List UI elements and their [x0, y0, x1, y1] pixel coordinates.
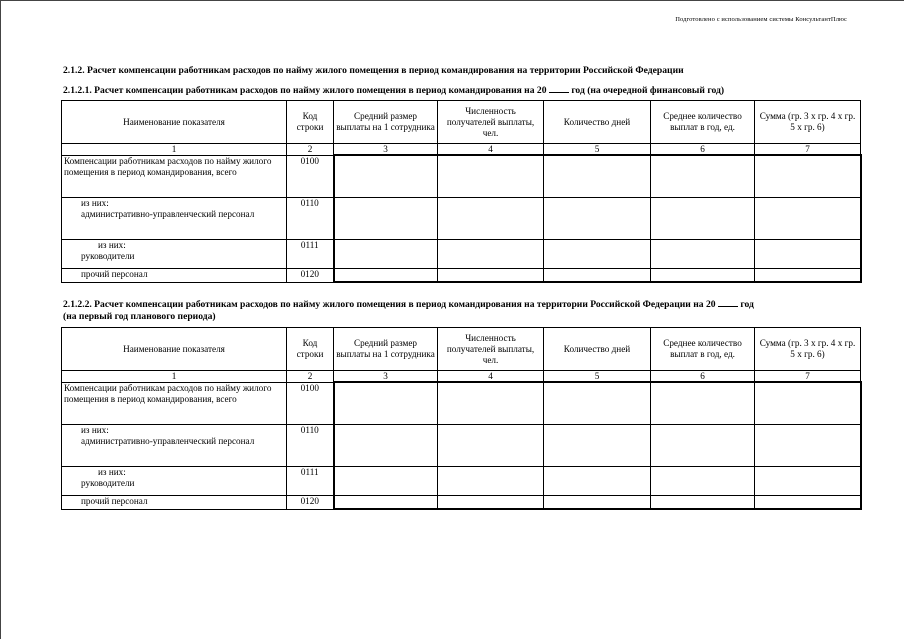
section-title-main: 2.1.2. Расчет компенсации работникам расходов по найму жилого помещения в период командирования на территории Российской Федерации — [63, 65, 684, 76]
row-name — [62, 197, 287, 239]
col-num: 1 — [62, 144, 287, 156]
value-cell[interactable] — [755, 382, 861, 424]
value-cell[interactable] — [438, 155, 544, 197]
row-label: прочий персонал — [81, 268, 148, 279]
value-cell[interactable] — [334, 382, 438, 424]
col-num: 5 — [544, 371, 651, 383]
value-cell[interactable] — [651, 382, 755, 424]
value-cell[interactable] — [438, 466, 544, 495]
value-cell[interactable] — [755, 268, 861, 282]
value-cell[interactable] — [438, 268, 544, 282]
row-prefix: из них: — [81, 197, 109, 208]
value-cell[interactable] — [651, 268, 755, 282]
header-days: Количество дней — [544, 328, 651, 371]
value-cell[interactable] — [651, 239, 755, 268]
header-avg-count: Среднее количество выплат в год, ед. — [651, 328, 755, 371]
row-name — [62, 424, 287, 466]
row-name: Компенсации работникам расходов по найму жилого помещения в период командирования, всего — [62, 155, 287, 197]
value-cell[interactable] — [334, 268, 438, 282]
value-cell[interactable] — [544, 424, 651, 466]
value-cell[interactable] — [651, 495, 755, 509]
table-row-0110 — [62, 424, 861, 466]
col-num: 6 — [651, 371, 755, 383]
table-row-0111 — [62, 466, 861, 495]
year-blank — [718, 298, 738, 307]
value-cell[interactable] — [438, 239, 544, 268]
value-cell[interactable] — [438, 197, 544, 239]
row-label: прочий персонал — [81, 495, 148, 506]
value-cell[interactable] — [544, 268, 651, 282]
row-code: 0110 — [287, 197, 334, 239]
table-row-0100 — [62, 155, 861, 197]
col-num: 4 — [438, 144, 544, 156]
header-recipients: Численность получателей выплаты, чел. — [438, 328, 544, 371]
value-cell[interactable] — [334, 155, 438, 197]
row-label: административно-управленческий персонал — [81, 436, 255, 446]
row-code: 0100 — [287, 382, 334, 424]
row-name — [62, 239, 287, 268]
col-num: 1 — [62, 371, 287, 383]
col-num: 3 — [334, 371, 438, 383]
col-num: 7 — [755, 144, 861, 156]
header-avg-count: Среднее количество выплат в год, ед. — [651, 101, 755, 144]
row-prefix: из них: — [98, 466, 126, 477]
table-row-0110 — [62, 197, 861, 239]
header-days: Количество дней — [544, 101, 651, 144]
value-cell[interactable] — [334, 239, 438, 268]
section-title-line2: (на первый год планового периода) — [63, 311, 216, 322]
value-cell[interactable] — [544, 495, 651, 509]
section-title-line1 — [63, 298, 863, 311]
section-title-part2: год (на очередной финансовый год) — [571, 85, 725, 96]
table-row-0111 — [62, 239, 861, 268]
row-label: руководители — [81, 478, 135, 488]
section-title-2-1-2-2 — [63, 298, 863, 323]
col-num: 3 — [334, 144, 438, 156]
col-num: 6 — [651, 144, 755, 156]
row-label: руководители — [81, 251, 135, 261]
value-cell[interactable] — [438, 424, 544, 466]
compensation-table-2 — [61, 327, 862, 510]
value-cell[interactable] — [544, 155, 651, 197]
header-name: Наименование показателя — [62, 328, 287, 371]
value-cell[interactable] — [438, 495, 544, 509]
col-num: 2 — [287, 371, 334, 383]
section-title-part2: год — [740, 299, 754, 310]
value-cell[interactable] — [755, 239, 861, 268]
row-label: административно-управленческий персонал — [81, 209, 255, 219]
col-num: 5 — [544, 144, 651, 156]
value-cell[interactable] — [438, 382, 544, 424]
row-name: Компенсации работникам расходов по найму жилого помещения в период командирования, всего — [62, 382, 287, 424]
row-code: 0100 — [287, 155, 334, 197]
header-avg-payment: Средний размер выплаты на 1 сотрудника — [334, 101, 438, 144]
value-cell[interactable] — [651, 424, 755, 466]
header-code: Код строки — [287, 101, 334, 144]
value-cell[interactable] — [755, 466, 861, 495]
row-prefix: из них: — [81, 424, 109, 435]
value-cell[interactable] — [544, 466, 651, 495]
header-code: Код строки — [287, 328, 334, 371]
column-number-row — [62, 144, 861, 156]
value-cell[interactable] — [651, 155, 755, 197]
row-code: 0120 — [287, 268, 334, 282]
header-sum: Сумма (гр. 3 x гр. 4 x гр. 5 x гр. 6) — [755, 101, 861, 144]
row-name — [62, 268, 287, 282]
section-title-part1: 2.1.2.2. Расчет компенсации работникам расходов по найму жилого помещения в период командирования на территории Российской Федерации на 20 — [63, 299, 716, 310]
value-cell[interactable] — [334, 466, 438, 495]
year-blank — [549, 84, 569, 93]
compensation-table-1 — [61, 100, 862, 283]
col-num: 2 — [287, 144, 334, 156]
table-row-0120 — [62, 495, 861, 509]
header-note: Подготовлено с использованием системы КонсультантПлюс — [675, 16, 847, 23]
value-cell[interactable] — [651, 197, 755, 239]
header-avg-payment: Средний размер выплаты на 1 сотрудника — [334, 328, 438, 371]
value-cell[interactable] — [544, 197, 651, 239]
col-num: 7 — [755, 371, 861, 383]
header-recipients: Численность получателей выплаты, чел. — [438, 101, 544, 144]
value-cell[interactable] — [334, 495, 438, 509]
value-cell[interactable] — [334, 424, 438, 466]
row-code: 0111 — [287, 239, 334, 268]
row-name — [62, 466, 287, 495]
row-code: 0110 — [287, 424, 334, 466]
table-row-0120 — [62, 268, 861, 282]
row-code: 0120 — [287, 495, 334, 509]
table-row-0100 — [62, 382, 861, 424]
value-cell[interactable] — [755, 495, 861, 509]
col-num: 4 — [438, 371, 544, 383]
value-cell[interactable] — [651, 466, 755, 495]
value-cell[interactable] — [755, 197, 861, 239]
value-cell[interactable] — [544, 382, 651, 424]
value-cell[interactable] — [755, 155, 861, 197]
column-number-row — [62, 371, 861, 383]
row-code: 0111 — [287, 466, 334, 495]
header-sum: Сумма (гр. 3 x гр. 4 x гр. 5 x гр. 6) — [755, 328, 861, 371]
header-name: Наименование показателя — [62, 101, 287, 144]
section-title-2-1-2-1 — [63, 84, 724, 97]
value-cell[interactable] — [334, 197, 438, 239]
section-title-part1: 2.1.2.1. Расчет компенсации работникам расходов по найму жилого помещения в период командирования на 20 — [63, 85, 547, 96]
value-cell[interactable] — [755, 424, 861, 466]
value-cell[interactable] — [544, 239, 651, 268]
row-prefix: из них: — [98, 239, 126, 250]
row-name — [62, 495, 287, 509]
